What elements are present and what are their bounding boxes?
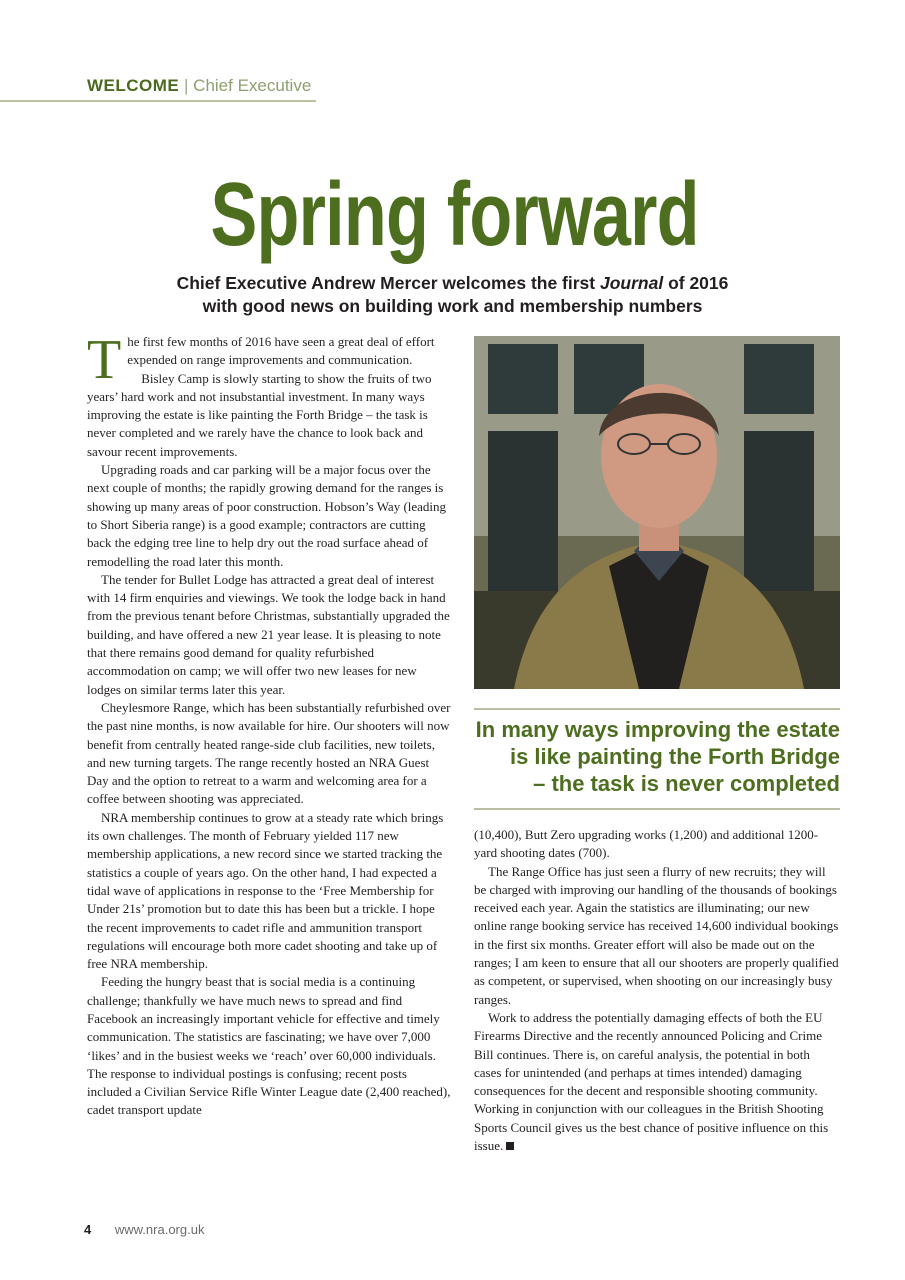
standfirst-line2: with good news on building work and membership numbers <box>202 296 703 316</box>
footer <box>84 1222 204 1237</box>
pullquote-line: is like painting the Forth Bridge <box>509 744 840 769</box>
paragraph: NRA membership continues to grow at a steady rate which brings its own challenges. The month of February yielded 117 new membership applications, a new record since we started tracking the statistics a couple of years ago. On the other hand, I had expected a tidal wave of applications in response to the ‘Free Membership for Under 21s’ promotion but to date this has been but a trickle. I hope the recent improvements to cadet rifle and ammunition transport regulations will encourage both more cadet shooting and take up of free NRA membership. <box>87 809 444 972</box>
paragraph-text: he first few months of 2016 have seen a great deal of effort expended on range improvements and communication. <box>127 334 435 368</box>
pullquote-line: – the task is never completed <box>533 771 840 796</box>
author-photo <box>474 336 840 689</box>
headline: Spring forward <box>210 165 699 265</box>
pullquote-line: In many ways improving the estate <box>475 717 840 742</box>
paragraph: Upgrading roads and car parking will be a major focus over the next couple of months; the rapidly growing demand for the ranges is showing up many areas of poor construction. Hobson’s Way (leading to Short Siberia range) is a good example; contractors are cutting back the edging tree line to help dry out the road surface ahead of remodelling the road later this month. <box>87 462 447 569</box>
paragraph: The tender for Bullet Lodge has attracted a great deal of interest with 14 firm enquiries and viewings. We took the lodge back in hand from the previous tenant before Christmas, substantially upgraded the building, and have offered a new 21 year lease. It is pleasing to note that there remains good demand for quality refurbished accommodation on camp; we will offer two new leases for new lodges on similar terms later this year. <box>87 571 450 697</box>
section-kicker: WELCOME <box>87 76 180 95</box>
section-name: Chief Executive <box>193 76 312 95</box>
end-mark-icon <box>506 1142 514 1150</box>
portrait-illustration <box>474 336 840 689</box>
header-rule <box>0 100 316 102</box>
pull-quote <box>474 716 840 797</box>
paragraph <box>87 329 453 391</box>
paragraph: (10,400), Butt Zero upgrading works (1,200) and additional 1200-yard shooting dates (700). <box>474 827 819 861</box>
paragraph: Cheylesmore Range, which has been substantially refurbished over the past nine months, is now available for hire. Our shooters will now benefit from centrally heated range-side club facilities, new toilets, and new turning targets. The range recently hosted an NRA Guest Day and the option to retreat to a warm and welcoming area for a coffee between shooting was appreciated. <box>87 699 451 807</box>
paragraph: The Range Office has just seen a flurry of new recruits; they will be charged with improving our handling of the thousands of bookings received each year. Again the statistics are illuminating; our new online range booking service has received 14,600 individual bookings in the first six months. Greater effort will also be made out on the ranges; I am keen to ensure that all our shooters are properly qualified as competent, or supervised, when shooting on our increasingly busy ranges. <box>474 863 839 1007</box>
pullquote-rule-bottom <box>474 808 840 810</box>
standfirst-journal: Journal <box>599 273 664 293</box>
page-number: 4 <box>84 1222 92 1237</box>
standfirst <box>0 272 905 318</box>
standfirst-part1: Chief Executive Andrew Mercer welcomes the first <box>176 273 600 293</box>
paragraph: Bisley Camp is slowly starting to show the fruits of two years’ hard work and not insubstantial investment. In many ways improving the estate is like painting the Forth Bridge – the task is never completed and we rarely have the chance to look back and savour recent improvements. <box>87 370 432 459</box>
footer-url[interactable]: www.nra.org.uk <box>114 1222 205 1237</box>
drop-cap: T <box>87 329 122 391</box>
standfirst-part2: of 2016 <box>663 273 729 293</box>
paragraph <box>474 1009 840 1155</box>
pullquote-rule-top <box>474 708 840 710</box>
body-column-left <box>87 329 453 1120</box>
section-separator: | <box>184 76 189 95</box>
paragraph-text: Work to address the potentially damaging effects of both the EU Firearms Directive and the recently announced Policing and Crime Bill continues. There is, on careful analysis, the potential in both cases for unintended (and perhaps at times intended) damaging consequences for the decent and responsible shooting community. Working in conjunction with our colleagues in the British Shooting Sports Council gives us the best chance of positive influence on this issue. <box>474 1009 829 1154</box>
section-header <box>87 76 311 96</box>
body-column-right <box>474 826 840 1155</box>
paragraph: Feeding the hungry beast that is social media is a continuing challenge; thankfully we have much news to spread and find Facebook an increasingly important vehicle for effective and timely communication. The statistics are fascinating; we have over 7,000 ‘likes’ and in the busiest weeks we ‘reach’ over 60,000 individuals. The response to individual postings is confusing; recent posts included a Civilian Service Rifle Winter League date (2,400 reached), cadet transport update <box>87 974 451 1118</box>
